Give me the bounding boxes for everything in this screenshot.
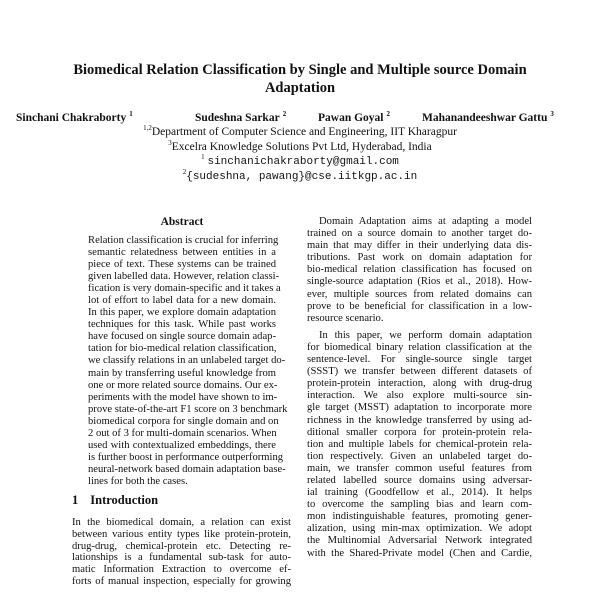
author-name: Mahanandeeshwar Gattu xyxy=(422,111,548,124)
text-line: forts of manual inspection, especially for growing xyxy=(72,575,291,587)
author-sup: 1 xyxy=(129,110,133,118)
text-line: matic Information Extraction to overcome ef- xyxy=(72,564,291,576)
text-line: 2 out of 3 for multi-domain scenarios. When xyxy=(88,427,277,439)
text-line: periments with the model have shown to im- xyxy=(88,391,278,403)
abstract-body xyxy=(88,235,288,488)
abstract-heading: Abstract xyxy=(160,216,204,228)
author xyxy=(16,110,133,124)
text-line: resource scenario. xyxy=(307,312,384,324)
text-line: techniques for this task. While past works xyxy=(88,319,276,331)
text-line: biomedical corpora for single domain and on xyxy=(88,415,279,427)
author-name: Sinchani Chakraborty xyxy=(16,111,127,124)
text-line: protein-protein interaction, along with drug-drug xyxy=(307,378,532,390)
author-sup: 2 xyxy=(282,110,287,118)
text-line: drug-drug, chemical-protein etc. Detecting re- xyxy=(72,540,291,552)
text-line: main by transferring useful knowledge from xyxy=(88,367,276,379)
text-line: In this paper, we explore domain adaptation xyxy=(88,307,276,319)
introduction-body xyxy=(72,517,291,588)
text-line: main, we transfer common useful features from xyxy=(307,462,532,474)
text-line: tion and multiple labels for chemical-protein rela- xyxy=(307,438,532,450)
text-line: one or more related source domains. Our ex- xyxy=(88,379,278,391)
paragraph xyxy=(307,330,532,560)
email-sup: 1 xyxy=(201,153,205,161)
text-line: lot of effort to label data for a new domain. xyxy=(88,295,276,307)
text-line: interaction. We also explore multi-source sin- xyxy=(307,390,532,402)
affiliation-sup: 1,2 xyxy=(143,124,152,132)
text-line: tation for bio-medical relation classification, xyxy=(88,343,277,355)
text-line: is further boost in performance outperforming xyxy=(88,451,284,463)
text-line: have focused on single source domain adap- xyxy=(88,331,276,343)
text-line: In the biomedical domain, a relation can exist xyxy=(72,517,291,528)
text-line: prove to be beneficial for classification in a low- xyxy=(307,300,532,312)
section-title: Introduction xyxy=(90,493,159,507)
text-line: ever, multiple sources from related domains can xyxy=(307,288,532,300)
affiliation-sup: 3 xyxy=(168,139,172,147)
text-line: tion respectively. Given an unlabeled target do- xyxy=(307,450,532,462)
text-line: with the Shared-Private model (Chen and Cardie, xyxy=(307,547,532,559)
email xyxy=(0,168,600,183)
section-number: 1 xyxy=(72,493,79,507)
text-line: alization, using min-max optimization. We adopt xyxy=(307,523,532,535)
affiliation-text: Department of Computer Science and Engineering, IIT Kharagpur xyxy=(151,125,457,138)
text-line: we classify relations in an unlabeled target do- xyxy=(88,355,286,367)
text-line: between various entity types like protein-protein, xyxy=(72,528,291,540)
text-line: gle target (MSST) adaptation to incorporate more xyxy=(307,402,532,414)
email-text: {sudeshna, pawang}@cse.iitkgp.ac.in xyxy=(186,170,418,183)
email-text: sinchanichakraborty@gmail.com xyxy=(207,155,399,168)
text-line: In this paper, we perform domain adaptation xyxy=(319,329,532,341)
author xyxy=(195,110,286,124)
paper-title: Biomedical Relation Classification by Single and Multiple source Domain Adaptation xyxy=(73,62,527,96)
text-line: Domain Adaptation aims at adapting a model xyxy=(319,216,532,227)
text-line: semantic relatedness between entities in a xyxy=(88,247,276,259)
email xyxy=(0,153,600,168)
author xyxy=(422,110,554,124)
text-line: richness in the knowledge transferred by using ad- xyxy=(307,414,532,426)
text-line: Relation classification is crucial for inferring xyxy=(88,235,279,246)
author-name: Pawan Goyal xyxy=(318,111,384,124)
text-line: sentence-level. For single-source single target xyxy=(307,354,532,366)
text-line: the Multinomial Adversarial Network integrated xyxy=(307,535,532,547)
text-line: to overcome the sampling bias and learn com- xyxy=(307,499,532,511)
text-line: ditional smaller corpora for protein-protein rela- xyxy=(307,426,532,438)
text-line: given labelled data. However, relation classi- xyxy=(88,271,280,283)
text-line: bio-medical relation classification has focused on xyxy=(307,264,532,276)
text-line: used with contextualized embeddings, there xyxy=(88,439,276,451)
affiliation xyxy=(0,124,600,138)
text-line: tributions. Past work on domain adaptation for xyxy=(307,252,532,264)
text-line: single-source adaptation (Rios et al., 2018). How- xyxy=(307,276,532,288)
text-line: ial training (Goodfellow et al., 2014). It helps xyxy=(307,487,532,499)
text-line: lines for both the cases. xyxy=(88,475,188,487)
text-line: main that may differ in their underlying data dis- xyxy=(307,240,532,252)
author-name: Sudeshna Sarkar xyxy=(195,111,280,124)
text-line: related labelled source domains using adversar- xyxy=(307,474,532,486)
text-line: piece of text. These systems can be trained xyxy=(88,259,276,271)
text-line: prove state-of-the-art F1 score on 3 benchmark xyxy=(88,403,288,415)
author-sup: 3 xyxy=(550,110,554,118)
right-column-body xyxy=(307,216,532,560)
section-heading xyxy=(72,493,170,508)
text-line: mon indistinguishable features, promoting gener- xyxy=(307,511,532,523)
author-sup: 2 xyxy=(386,110,390,118)
text-line: for biomedical binary relation classification at the xyxy=(307,341,532,353)
text-line: fication is very domain-specific and it takes a xyxy=(88,283,281,295)
affiliation-text: Excelra Knowledge Solutions Pvt Ltd, Hyderabad, India xyxy=(171,140,432,153)
text-line: neural-network based domain adaptation base- xyxy=(88,463,286,475)
paragraph xyxy=(307,216,532,325)
text-line: trained on a source domain to another target do- xyxy=(307,228,532,240)
text-line: lationships is a fundamental sub-task for auto- xyxy=(72,552,291,564)
author xyxy=(318,110,390,124)
email-sup: 2 xyxy=(182,168,187,176)
affiliation xyxy=(0,139,600,153)
text-line: (SSST) we transfer between different datasets of xyxy=(307,366,532,378)
